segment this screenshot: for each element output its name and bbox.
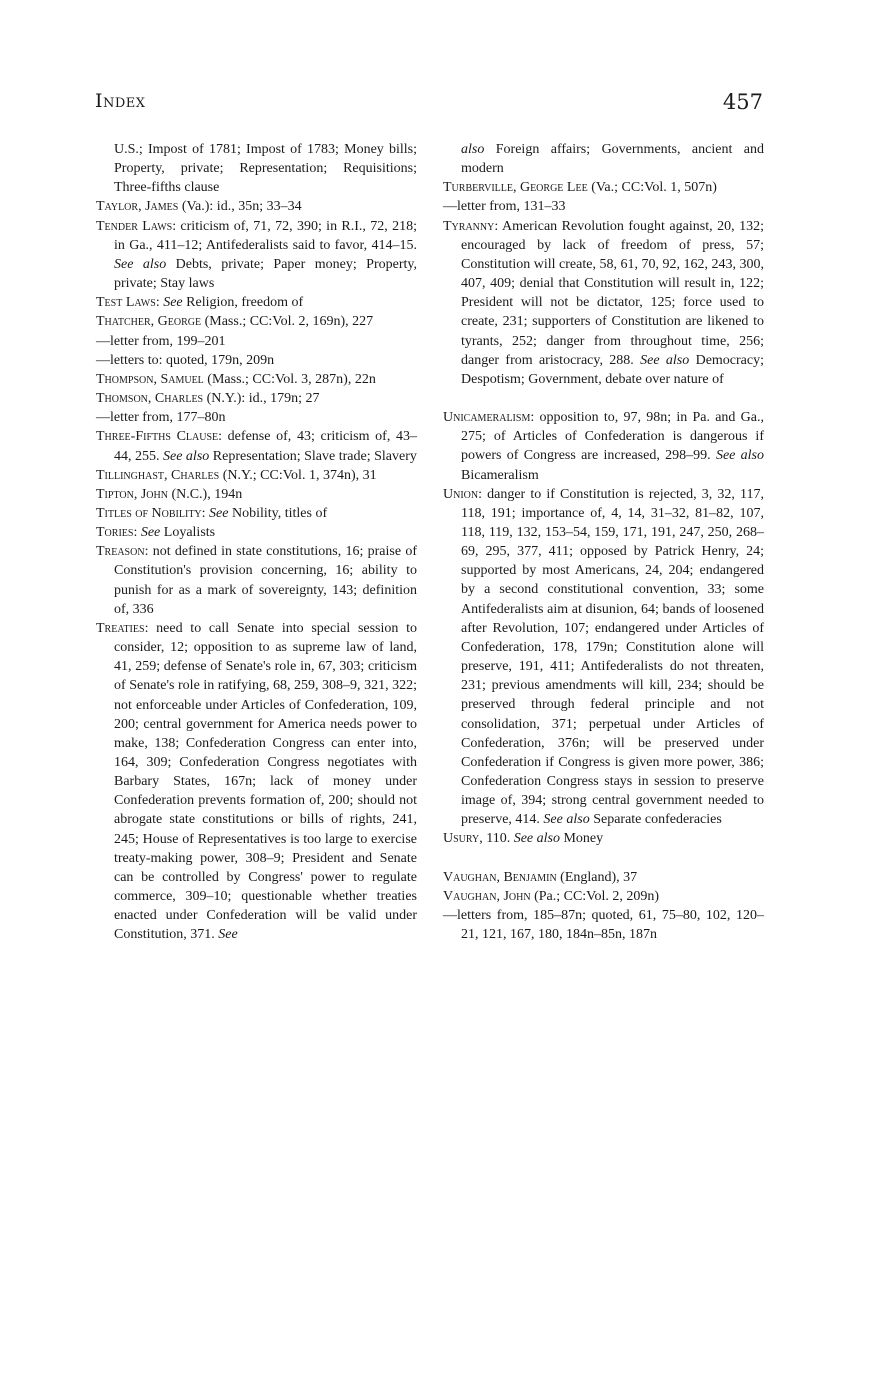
index-entry: [96, 619, 417, 945]
entry-heading: Vaughan, John: [443, 888, 531, 904]
entry-heading: Unicameralism: [443, 410, 531, 426]
index-entry: [96, 408, 417, 427]
entry-text: : defense of, 43; criticism of, 43–44, 255.: [114, 429, 417, 464]
index-entry: [443, 217, 764, 389]
entry-text: :: [133, 525, 141, 541]
cross-reference-target: Money: [559, 831, 604, 847]
index-entry: [443, 868, 764, 887]
entry-text: (Pa.; CC:Vol. 2, 209n): [530, 888, 660, 904]
running-head: Index: [95, 90, 146, 112]
entry-text: (N.C.), 194n: [167, 486, 243, 502]
entry-text: (N.Y.; CC:Vol. 1, 374n), 31: [219, 467, 377, 483]
index-entry: [443, 887, 764, 906]
entry-heading: Vaughan, Benjamin: [443, 869, 557, 885]
see-also-reference: See also: [715, 448, 764, 464]
entry-text: : not defined in state constitutions, 16; praise of Constitution's provision concerning, 16; ability to punish for as a mark of sovereignty, 143; definition of, 336: [114, 544, 417, 617]
index-entry: [443, 485, 764, 830]
see-also-reference: See also: [640, 352, 690, 368]
see-also-reference: See: [218, 927, 238, 943]
index-entry: [96, 312, 417, 331]
cross-reference-target: Loyalists: [160, 525, 216, 541]
entry-text: —letter from, 177–80n: [96, 410, 226, 426]
index-entry: [443, 408, 764, 485]
index-entry: [443, 829, 764, 848]
see-also-reference: See: [140, 525, 161, 541]
entry-text: —letters from, 185–87n; quoted, 61, 75–80, 102, 120–21, 121, 167, 180, 184n–85n, 187n: [443, 907, 764, 943]
cross-reference-target: Democracy; Despotism; Government, debate over nature of: [461, 352, 764, 387]
entry-text: : danger to if Constitution is rejected, 3, 32, 117, 118, 191; importance of, 4, 14, 31–32, 81–82, 107, 118, 119, 132, 153–54, 159, 171, 191, 247, 250, 268–69, 295, 377, 411; opposed by Patrick Henry, 24; supported by most Americans, 24, 204; endangered by a second constitutional convention, 33; some Antifederalists aim at disunion, 64; bands of loosened after Revolution, 107; endangered under Articles of Confederation, 178, 179n; Constitution alone will preserve, 191, 411; Antifederalists do not threaten, 231; previous amendments will kill, 234; should be preserved through federal principle and not consolidation, 371; perpetual under Articles of Confederation, 376n; will be preserved under Confederation if Congress is given more power, 386; Confederation Congress stays in session to preserve image of, 394; strong central government needed to preserve, 414.: [461, 486, 764, 828]
index-column-left: [96, 140, 417, 945]
entry-text: (N.Y.): id., 179n; 27: [203, 391, 320, 407]
page-number: 457: [722, 90, 763, 114]
entry-heading: Union: [443, 486, 479, 502]
cross-reference-target: Separate confederacies: [589, 812, 722, 828]
entry-text: : American Revolution fought against, 20, 132; encouraged by lack of freedom of press, 57; Constitution will create, 58, 61, 70, 92, 162, 243, 300, 407, 409; denial that Constitution will result in, 122; President will not be dictator, 125; force used to create, 231; supporters of Constitution are likened to tyrants, 252; danger from throughout time, 256; danger from aristocracy, 288.: [461, 218, 764, 368]
entry-text: : opposition to, 97, 98n; in Pa. and Ga., 275; of Articles of Confederation is dangerous if powers of Congress are increased, 298–99.: [461, 410, 764, 464]
entry-text: , 110.: [479, 831, 514, 847]
index-entry: [443, 906, 764, 944]
entry-heading: Three-Fifths Clause: [96, 429, 219, 445]
index-entry: [96, 217, 417, 294]
see-also-reference: See also: [163, 448, 210, 464]
entry-heading: Test Laws: [96, 295, 156, 311]
entry-heading: Tillinghast, Charles: [96, 467, 220, 483]
entry-text: (Va.; CC:Vol. 1, 507n): [587, 180, 717, 196]
entry-text: U.S.; Impost of 1781; Impost of 1783; Money bills; Property, private; Representation; Requisitions; Three-fifths clause: [114, 142, 417, 196]
index-entry: [96, 140, 417, 197]
index-entry: [96, 351, 417, 370]
index-entry: [96, 504, 417, 523]
entry-heading: Tender Laws: [96, 218, 173, 234]
cross-reference-target: Religion, freedom of: [182, 295, 304, 311]
entry-heading: Thompson, Samuel: [96, 371, 204, 387]
entry-text: —letter from, 131–33: [443, 199, 566, 215]
index-entry: [96, 197, 417, 216]
entry-heading: Tipton, John: [96, 486, 168, 502]
entry-heading: Thomson, Charles: [96, 391, 204, 407]
see-also-reference: See: [163, 295, 183, 311]
entry-text: (Mass.; CC:Vol. 2, 169n), 227: [201, 314, 374, 330]
entry-heading: Thatcher, George: [96, 314, 202, 330]
entry-text: —letters to: quoted, 179n, 209n: [96, 352, 275, 368]
index-column-right: [443, 140, 764, 944]
entry-text: —letter from, 199–201: [96, 333, 226, 349]
cross-reference-target: Foreign affairs; Governments, ancient and modern: [461, 142, 764, 177]
entry-heading: Tories: [96, 525, 134, 541]
index-entry: [443, 178, 764, 197]
entry-text: (Va.): id., 35n; 33–34: [178, 199, 302, 215]
index-entry: [96, 389, 417, 408]
entry-text: : need to call Senate into special session to consider, 12; opposition to as supreme law of land, 41, 259; defense of Senate's role in, 67, 303; criticism of Senate's role in ratifying, 68, 259, 308–9, 321, 322; not enforceable under Articles of Confederation, 109, 200; central government for America needs power to make, 138; Confederation Congress can enter into, 164, 309; Confederation Congress negotiates with Barbary States, 167n; lack of money under Confederation prevents formation of, 200; should not abrogate state constitutions or bills of rights, 241, 245; House of Representatives is too large to exercise treaty-making power, 308–9; President and Senate can be controlled by Congress' power to regulate commerce, 309–10; questionable whether treaties enacted under Confederation will be valid under Constitution, 371.: [114, 620, 417, 943]
entry-text: : criticism of, 71, 72, 390; in R.I., 72, 218; in Ga., 411–12; Antifederalists said to favor, 414–15.: [114, 218, 417, 253]
index-entry: [96, 293, 417, 312]
index-entry: [443, 197, 764, 216]
see-also-reference: See also: [513, 831, 560, 847]
entry-heading: Turberville, George Lee: [443, 180, 588, 196]
entry-heading: Tyranny: [443, 218, 495, 234]
index-entry: [443, 140, 764, 178]
entry-text: :: [201, 505, 210, 521]
cross-reference-target: Nobility, titles of: [228, 505, 328, 521]
index-entry: [96, 427, 417, 465]
page-header: [95, 90, 763, 120]
entry-heading: Usury: [443, 831, 480, 847]
index-entry: [96, 542, 417, 619]
index-entry: [96, 485, 417, 504]
index-entry: [96, 466, 417, 485]
entry-heading: Treason: [96, 544, 145, 560]
entry-text: (Mass.; CC:Vol. 3, 287n), 22n: [203, 371, 376, 387]
see-also-reference: also: [461, 142, 485, 157]
index-entry: [96, 523, 417, 542]
cross-reference-target: Debts, private; Paper money; Property, private; Stay laws: [114, 256, 417, 292]
index-entry: [96, 332, 417, 351]
entry-text: (England), 37: [556, 869, 638, 885]
index-entry: [96, 370, 417, 389]
cross-reference-target: Bicameralism: [461, 467, 539, 483]
entry-heading: Titles of Nobility: [96, 505, 202, 521]
entry-heading: Taylor, James: [96, 199, 179, 215]
see-also-reference: See also: [114, 256, 167, 272]
entry-heading: Treaties: [96, 620, 145, 636]
entry-text: :: [155, 295, 164, 311]
see-also-reference: See: [209, 505, 229, 521]
see-also-reference: See also: [543, 812, 590, 828]
cross-reference-target: Representation; Slave trade; Slavery: [209, 448, 417, 464]
